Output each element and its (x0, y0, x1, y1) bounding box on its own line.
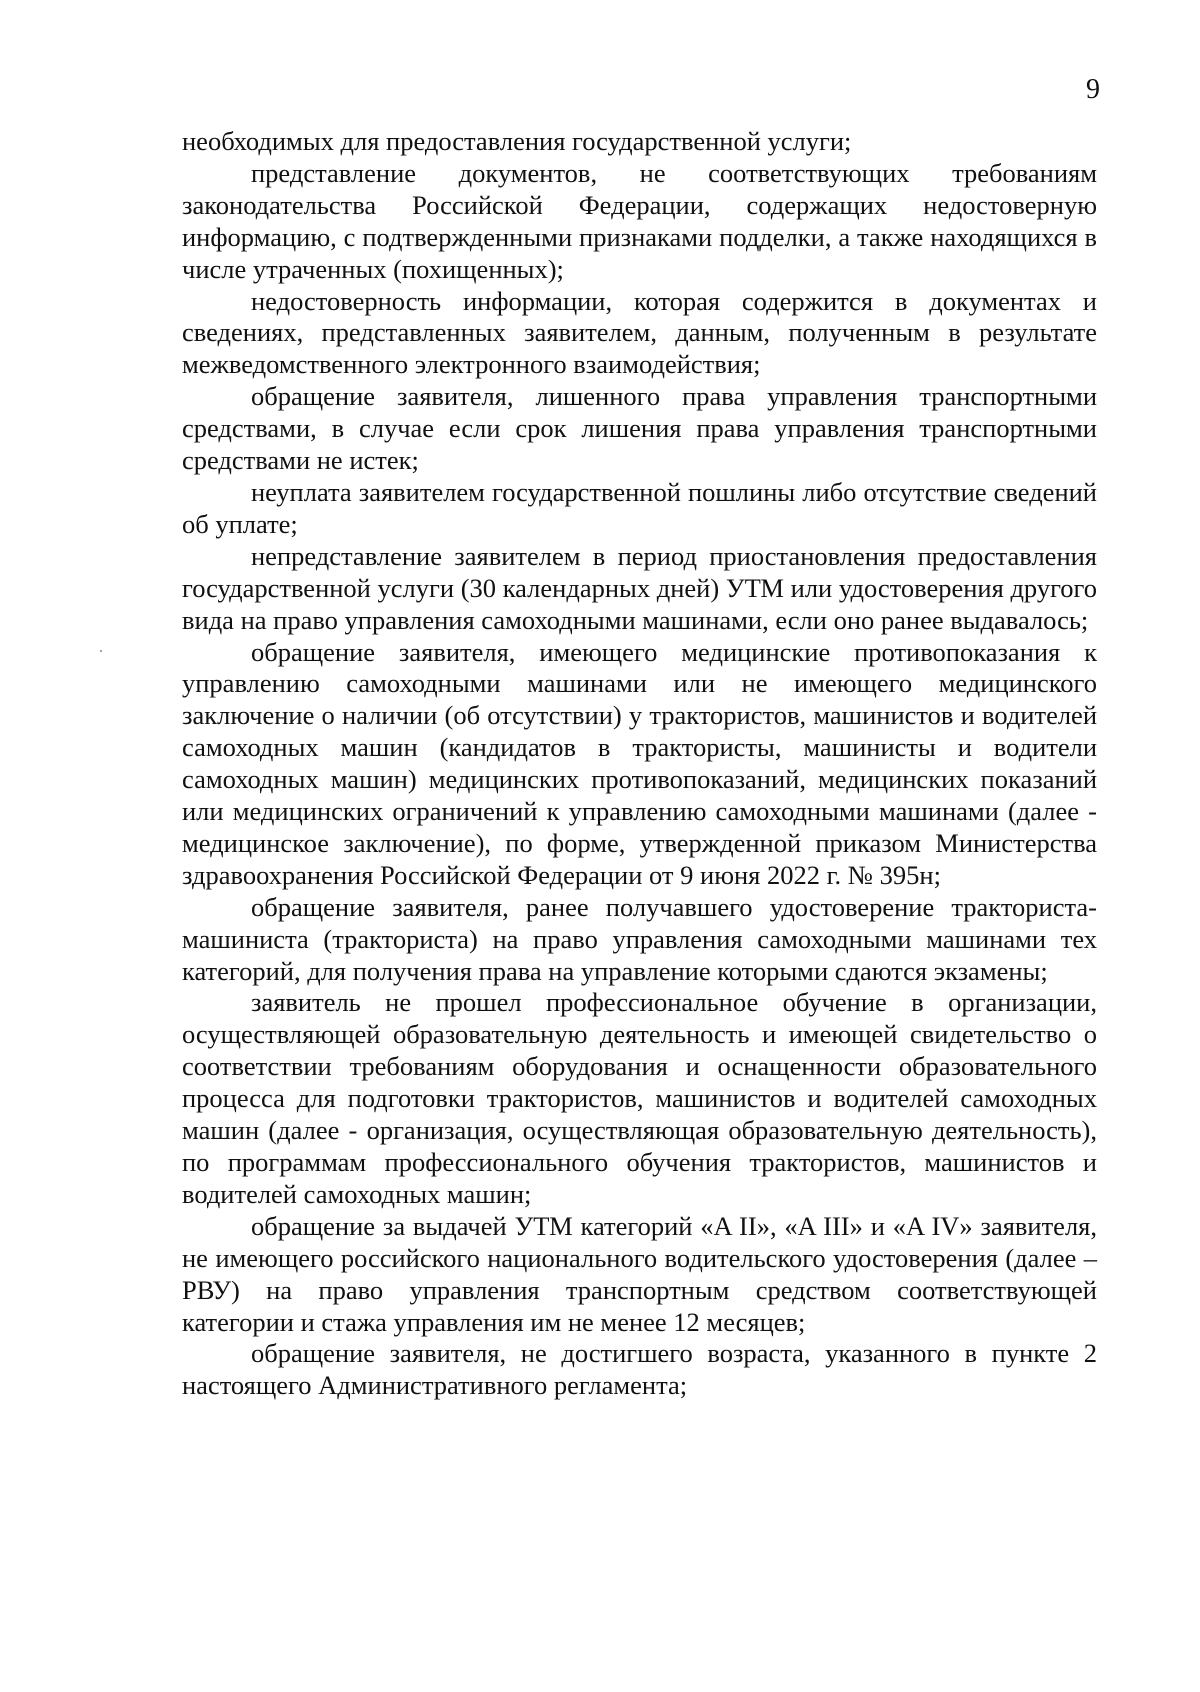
body-text (182, 126, 1097, 1402)
scan-speck (100, 650, 102, 652)
paragraph: неуплата заявителем государственной пошлины либо отсутствие сведений об уплате; (182, 476, 1097, 539)
paragraph: обращение заявителя, ранее получавшего удостоверение тракториста-машиниста (тракториста) на право управления самоходными машинами тех категорий, для получения права на управление которыми сдаются экзамены; (182, 891, 1097, 986)
paragraph: обращение заявителя, имеющего медицинские противопоказания к управлению самоходными машинами или не имеющего медицинского заключение о наличии (об отсутствии) у трактористов, машинистов и водителей самоходных машин (кандидатов в трактористы, машинисты и водители самоходных машин) медицинских противопоказаний, медицинских показаний или медицинских ограничений к управлению самоходными машинами (далее - медицинское заключение), по форме, утвержденной приказом Министерства здравоохранения Российской Федерации от 9 июня 2022 г. № 395н; (182, 636, 1097, 890)
paragraph: необходимых для предоставления государственной услуги; (182, 126, 852, 156)
paragraph: непредставление заявителем в период приостановления предоставления государственной услуги (30 календарных дней) УТМ или удостоверения другого вида на право управления самоходными машинами, если оно ранее выдавалось; (182, 540, 1097, 635)
paragraph: представление документов, не соответствующих требованиям законодательства Российской Федерации, содержащих недостоверную информацию, с подтвержденными признаками подделки, а также находящихся в числе утраченных (похищенных); (182, 157, 1097, 284)
paragraph: недостоверность информации, которая содержится в документах и сведениях, представленных заявителем, данным, полученным в результате межведомственного электронного взаимодействия; (182, 285, 1097, 380)
paragraph: обращение за выдачей УТМ категорий «A II», «A III» и «A IV» заявителя, не имеющего российского национального водительского удостоверения (далее – РВУ) на право управления транспортным средством соответствующей категории и стажа управления им не менее 12 месяцев; (182, 1210, 1097, 1337)
paragraph: обращение заявителя, лишенного права управления транспортными средствами, в случае если срок лишения права управления транспортными средствами не истек; (182, 381, 1097, 476)
paragraph: заявитель не прошел профессиональное обучение в организации, осуществляющей образовательную деятельность и имеющей свидетельство о соответствии требованиям оборудования и оснащенности образовательного процесса для подготовки трактористов, машинистов и водителей самоходных машин (далее - организация, осуществляющая образовательную деятельность), по программам профессионального обучения трактористов, машинистов и водителей самоходных машин; (182, 987, 1097, 1209)
page-number: 9 (1086, 74, 1100, 105)
paragraph: обращение заявителя, не достигшего возраста, указанного в пункте 2 настоящего Административного регламента; (182, 1338, 1097, 1401)
